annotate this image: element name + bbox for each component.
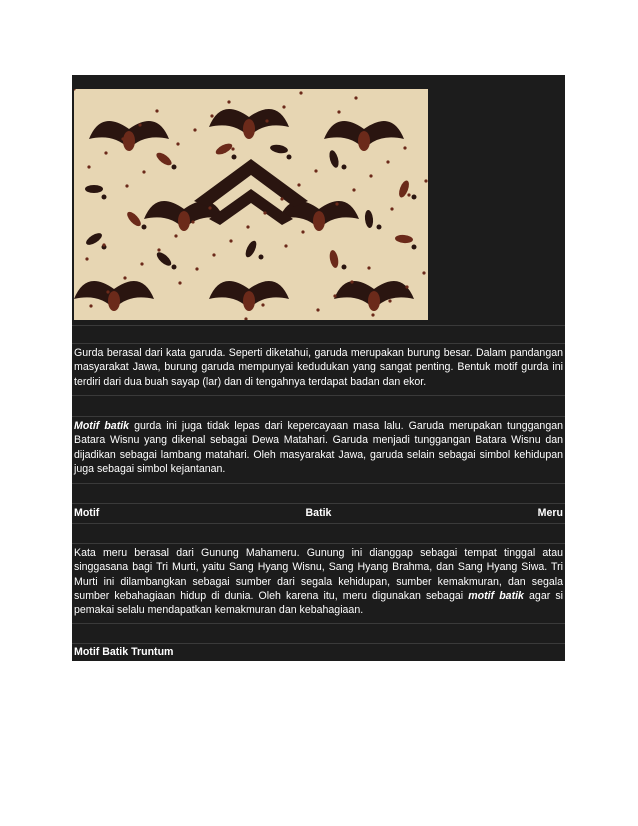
paragraph-text: agar si pemakai selalu mendapatkan kemakmuran dan kebahagiaan. — [74, 589, 563, 617]
emphasis-batik: batik — [499, 589, 524, 602]
isen-dot-motif — [125, 184, 128, 187]
isen-dot-motif — [231, 147, 234, 150]
spacer-row — [72, 483, 565, 503]
heading-word: Motif — [74, 507, 100, 519]
wing-body-motif — [178, 211, 190, 231]
isen-dot-motif — [138, 123, 141, 126]
isen-dot-motif — [388, 299, 391, 302]
isen-dot-motif — [263, 211, 266, 214]
paragraph-meru — [74, 546, 563, 617]
isen-dot-motif — [142, 170, 145, 173]
isen-dot-motif — [74, 89, 76, 91]
isen-dot-motif — [121, 137, 124, 140]
dot-motif — [142, 225, 147, 230]
isen-dot-motif — [369, 174, 372, 177]
isen-dot-motif — [407, 193, 410, 196]
dot-motif — [232, 155, 237, 160]
isen-dot-motif — [403, 146, 406, 149]
leaf-motif — [364, 210, 374, 229]
dot-motif — [172, 165, 177, 170]
isen-dot-motif — [208, 206, 211, 209]
isen-dot-motif — [210, 114, 213, 117]
isen-dot-motif — [123, 276, 126, 279]
dot-motif — [172, 265, 177, 270]
isen-dot-motif — [244, 317, 247, 320]
spacer-row — [72, 523, 565, 543]
isen-dot-motif — [174, 234, 177, 237]
isen-dot-motif — [140, 262, 143, 265]
heading-row-truntum — [72, 643, 565, 661]
dot-motif — [377, 225, 382, 230]
isen-dot-motif — [176, 142, 179, 145]
isen-dot-motif — [157, 248, 160, 251]
isen-dot-motif — [265, 119, 268, 122]
isen-dot-motif — [106, 290, 109, 293]
wing-body-motif — [123, 131, 135, 151]
dot-motif — [287, 155, 292, 160]
wing-body-motif — [243, 291, 255, 311]
spacer-row — [72, 395, 565, 416]
isen-dot-motif — [337, 110, 340, 113]
wing-body-motif — [108, 291, 120, 311]
isen-dot-motif — [104, 151, 107, 154]
image-row — [72, 75, 565, 325]
leaf-motif — [125, 210, 143, 229]
spacer-row — [72, 325, 565, 343]
isen-dot-motif — [350, 280, 353, 283]
batik-gurda-image — [74, 89, 428, 320]
emphasis-motif-batik: Motif batik — [74, 420, 130, 432]
heading-row-meru — [72, 503, 565, 523]
paragraph-row-1 — [72, 343, 565, 395]
content-block — [72, 75, 565, 661]
isen-dot-motif — [354, 96, 357, 99]
leaf-motif — [155, 250, 174, 268]
isen-dot-motif — [367, 266, 370, 269]
isen-dot-motif — [195, 267, 198, 270]
isen-dot-motif — [318, 216, 321, 219]
isen-dot-motif — [261, 303, 264, 306]
isen-dot-motif — [352, 188, 355, 191]
leaf-motif — [269, 143, 288, 154]
paragraph-gurda-origin: Gurda berasal dari kata garuda. Seperti diketahui, garuda merupakan burung besar. Dalam pandangan masyarakat Jawa, burung garuda mempunyai kedudukan yang sangat penting. Bentuk motif gurda ini terdiri dari dua buah sayap (lar) dan di tengahnya terdapat badan dan ekor. — [74, 347, 563, 388]
isen-dot-motif — [282, 105, 285, 108]
isen-dot-motif — [297, 183, 300, 186]
dot-motif — [342, 165, 347, 170]
isen-dot-motif — [87, 165, 90, 168]
spacer-row — [72, 623, 565, 643]
heading-word: Batik — [305, 507, 332, 519]
isen-dot-motif — [193, 128, 196, 131]
isen-dot-motif — [229, 239, 232, 242]
leaf-motif — [243, 239, 258, 259]
isen-dot-motif — [248, 133, 251, 136]
heading-motif-batik-truntum: Motif Batik Truntum — [74, 646, 174, 658]
isen-dot-motif — [178, 281, 181, 284]
wing-body-motif — [368, 291, 380, 311]
batik-pattern-graphic — [74, 89, 428, 320]
isen-dot-motif — [299, 91, 302, 94]
isen-dot-motif — [390, 207, 393, 210]
isen-dot-motif — [159, 156, 162, 159]
isen-dot-motif — [102, 243, 105, 246]
isen-dot-motif — [333, 294, 336, 297]
heading-word: Meru — [537, 507, 563, 519]
isen-dot-motif — [246, 225, 249, 228]
emphasis-motif: motif — [468, 589, 495, 602]
isen-dot-motif — [85, 257, 88, 260]
isen-dot-motif — [424, 179, 427, 182]
isen-dot-motif — [405, 285, 408, 288]
isen-dot-motif — [422, 271, 425, 274]
leaf-motif — [395, 234, 414, 244]
isen-dot-motif — [314, 169, 317, 172]
leaf-motif — [214, 141, 234, 156]
leaf-motif — [154, 150, 173, 167]
isen-dot-motif — [212, 253, 215, 256]
dot-motif — [412, 195, 417, 200]
leaf-motif — [84, 231, 104, 247]
leaf-motif — [85, 185, 103, 193]
dot-motif — [259, 255, 264, 260]
isen-dot-motif — [284, 244, 287, 247]
isen-dot-motif — [335, 202, 338, 205]
paragraph-text: gurda ini juga tidak lepas dari kepercayaan masa lalu. Garuda merupakan tunggangan Batara Wisnu yang dikenal sebagai Dewa Matahari. Garuda menjadi tunggangan Batara Wisnu dan dijadikan sebagai lambang matahari. Oleh masyarakat Jawa, garuda selain sebagai simbol kehidupan juga sebagai simbol kejantanan. — [74, 420, 564, 475]
isen-dot-motif — [191, 220, 194, 223]
paragraph-row-3 — [72, 543, 565, 623]
isen-dot-motif — [155, 109, 158, 112]
isen-dot-motif — [371, 313, 374, 316]
wing-body-motif — [358, 131, 370, 151]
paragraph-text: Kata meru berasal dari Gunung Mahameru. Gunung ini dianggap sebagai tempat tinggal atau singgasana bagi Tri Murti, yaitu Sang Hyang Wisnu, Sang Hyang Brahma, dan Sang Hyang Siwa. Tri Murti ini dilambangkan sebagai sumber dari segala kehidupan, sumber kemakmuran, dan segala sumber kebahagiaan hidup di dunia. Oleh karena itu, meru digunakan sebagai — [74, 547, 563, 602]
dot-motif — [342, 265, 347, 270]
isen-dot-motif — [227, 100, 230, 103]
wing-body-motif — [313, 211, 325, 231]
isen-dot-motif — [89, 304, 92, 307]
leaf-motif — [328, 149, 341, 169]
isen-dot-motif — [280, 197, 283, 200]
dot-motif — [412, 245, 417, 250]
isen-dot-motif — [386, 160, 389, 163]
heading-motif-batik-meru — [74, 507, 563, 519]
isen-dot-motif — [316, 308, 319, 311]
isen-dot-motif — [301, 230, 304, 233]
dot-motif — [102, 195, 107, 200]
paragraph-row-2 — [72, 416, 565, 483]
paragraph-gurda-belief — [74, 419, 563, 476]
leaf-motif — [328, 249, 339, 268]
